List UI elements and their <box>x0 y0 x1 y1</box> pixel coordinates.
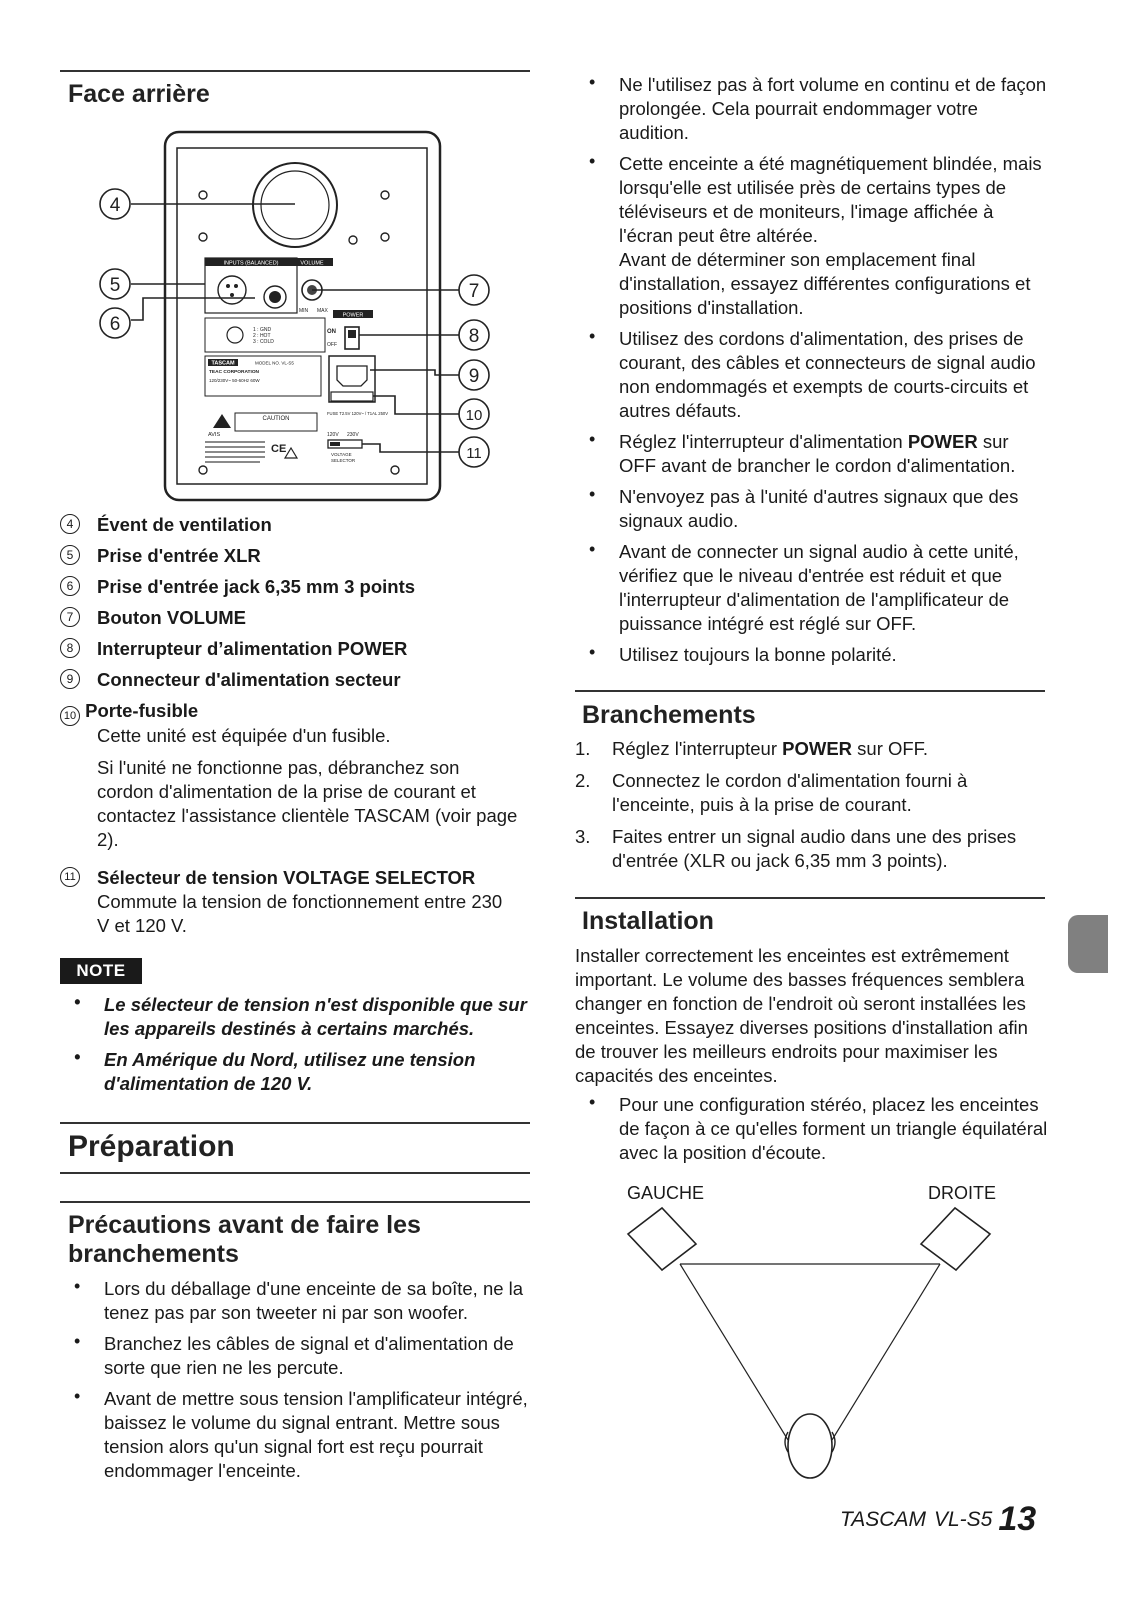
part-item <box>60 513 530 537</box>
rear-panel-heading: Face arrière <box>68 80 210 108</box>
right-speaker-icon <box>921 1208 990 1270</box>
enclosure-outline <box>165 132 440 500</box>
listener-head-icon <box>788 1414 832 1478</box>
part-number: 6 <box>60 576 80 596</box>
step-text: Réglez l'interrupteur <box>612 738 783 759</box>
voltage-selector-label-2: SELECTOR <box>331 458 356 463</box>
pin-1-label: 1 : GND <box>253 327 272 333</box>
fuse-holder-drawing <box>331 392 373 401</box>
installation-heading: Installation <box>582 907 714 935</box>
step-text: sur OFF. <box>852 738 929 759</box>
step-number: 1. <box>575 738 591 759</box>
fuse-note: FUSE T2.5V 120V~ / T1AL 250V <box>327 411 389 416</box>
part-item <box>60 866 530 938</box>
volume-max-label: MAX <box>317 308 328 314</box>
right-speaker-label: DROITE <box>928 1183 997 1203</box>
step-number: 2. <box>575 770 591 791</box>
power-label: POWER <box>342 312 364 319</box>
callout-4: 4 <box>109 195 121 216</box>
precautions-heading: Précautions avant de faire les branchements <box>68 1211 421 1268</box>
preparation-heading: Préparation <box>68 1130 235 1163</box>
warning-triangle-icon <box>213 414 231 428</box>
vent-port <box>253 163 337 247</box>
precaution-extra: Avant de déterminer son emplacement final d'installation, essayez différentes configurations et positions d'installation. <box>619 249 1031 318</box>
precaution-item: • Branchez les câbles de signal et d'alimentation de sorte que rien ne les percute. <box>60 1332 532 1380</box>
xlr-jack <box>218 276 246 304</box>
precaution-text: Avant de connecter un signal audio à cette unité, vérifiez que le niveau d'entrée est réduit et que l'interrupteur d'alimentation de l'amplificateur de puissance intégré est réglé sur OFF. <box>619 541 1019 634</box>
precaution-text: sur OFF avant de brancher le cordon d'alimentation. <box>619 431 1016 476</box>
part-description: Cette unité est équipée d'un fusible. <box>97 725 391 746</box>
precaution-item: • Lors du déballage d'une enceinte de sa boîte, ne la tenez pas par son tweeter ni par son woofer. <box>60 1277 532 1325</box>
precautions-list <box>60 1277 532 1490</box>
plate-brand: TASCAM <box>211 360 235 367</box>
footer-brand: TASCAM <box>840 1508 926 1531</box>
precaution-text: Utilisez des cordons d'alimentation, des prises de courant, des câbles et connecteurs de signal audio non endommagés et exempts de courts-circuits et autres défauts. <box>619 328 1036 421</box>
inputs-label: INPUTS (BALANCED) <box>223 260 279 267</box>
rear-panel-drawing <box>95 130 515 508</box>
step-text: Faites entrer un signal audio dans une des prises d'entrée (XLR ou jack 6,35 mm 3 points). <box>612 826 1017 871</box>
precaution-item <box>575 485 1050 533</box>
ac-inlet <box>329 356 375 402</box>
precaution-item <box>575 327 1050 423</box>
footer-model: VL-S5 <box>933 1508 993 1531</box>
part-label: Connecteur d'alimentation secteur <box>97 669 401 690</box>
stereo-triangle-diagram <box>610 1200 1030 1500</box>
part-item <box>60 544 530 568</box>
precaution-item: • Avant de mettre sous tension l'amplificateur intégré, baissez le volume du signal entrant. Mettre sous tension alors qu'un signal fort est reçu pourrait endommager l'enceinte. <box>60 1387 532 1483</box>
ce-mark-icon: CE <box>271 443 287 455</box>
step-text: Connectez le cordon d'alimentation fourni à l'enceinte, puis à la prise de courant. <box>612 770 968 815</box>
part-label: Interrupteur d’alimentation POWER <box>97 638 408 659</box>
part-number: 4 <box>60 514 80 534</box>
preparation-rule-bottom <box>60 1172 530 1174</box>
connection-step <box>575 737 1050 761</box>
plate-rating: 120/230V~ 50-60Hz 60W <box>209 378 260 383</box>
part-item <box>60 699 530 852</box>
connection-step <box>575 825 1050 873</box>
part-number: 8 <box>60 638 80 658</box>
precaution-item <box>575 152 1050 320</box>
plate-model: MODEL NO. VL-S5 <box>255 360 294 366</box>
precaution-text: Utilisez toujours la bonne polarité. <box>619 644 897 665</box>
off-label: OFF <box>327 342 337 348</box>
part-label: Prise d'entrée jack 6,35 mm 3 points <box>97 576 416 597</box>
volume-label: VOLUME <box>300 260 324 267</box>
part-item <box>60 668 530 692</box>
precautions-list-continued <box>575 73 1050 674</box>
part-description: Si l'unité ne fonctionne pas, débranchez son cordon d'alimentation de la prise de courant et contactez l'assistance clientèle TASCAM (voir page 2). <box>97 757 518 850</box>
note-list <box>60 993 530 1103</box>
preparation-rule-top <box>60 1122 530 1124</box>
power-keyword: POWER <box>782 738 853 759</box>
precaution-item <box>575 540 1050 636</box>
rear-panel-figure <box>95 130 515 513</box>
part-item <box>60 637 530 661</box>
part-label: Porte-fusible <box>85 700 199 721</box>
callout-11: 11 <box>466 445 482 462</box>
part-item <box>60 606 530 630</box>
precaution-text: Réglez l'interrupteur d'alimentation <box>619 431 908 452</box>
part-label: Bouton VOLUME <box>97 607 247 628</box>
part-label: Prise d'entrée XLR <box>97 545 261 566</box>
precaution-item <box>575 430 1050 478</box>
connections-heading: Branchements <box>582 701 756 729</box>
v120-label: 120V <box>327 432 339 438</box>
callout-10: 10 <box>465 407 483 424</box>
precaution-text: N'envoyez pas à l'unité d'autres signaux que des signaux audio. <box>619 486 1019 531</box>
pin-2-label: 2 : HOT <box>253 333 271 339</box>
precaution-item <box>575 643 1050 667</box>
part-item <box>60 575 530 599</box>
warning-icon <box>285 448 297 458</box>
part-label: Sélecteur de tension VOLTAGE SELECTOR <box>97 867 476 888</box>
installation-item: • Pour une configuration stéréo, placez les enceintes de façon à ce qu'elles forment un triangle équilatéral avec la position d'écoute. <box>575 1093 1050 1165</box>
pin-3-label: 3 : COLD <box>253 339 274 345</box>
rear-panel-rule <box>60 70 530 72</box>
part-number: 10 <box>60 706 80 726</box>
step-number: 3. <box>575 826 591 847</box>
precaution-item <box>575 73 1050 145</box>
avis-label: AVIS <box>208 432 221 438</box>
precautions-rule <box>60 1201 530 1203</box>
caution-label: CAUTION <box>262 416 290 422</box>
note-badge: NOTE <box>60 958 142 984</box>
power-keyword: POWER <box>907 431 978 452</box>
installation-paragraph: Installer correctement les enceintes est extrêmement important. Le volume des basses fréquences semblera changer en fonction de l'endroit où seront installées les enceintes. Essayez diverses positions d'installation afin de trouver les meilleurs endroits pour maximiser les capacités des enceintes. <box>575 945 1028 1086</box>
left-speaker-icon <box>628 1208 696 1270</box>
callout-9: 9 <box>468 366 480 387</box>
v230-label: 230V <box>347 432 359 438</box>
voltage-selector-label-1: VOLTAGE <box>331 452 352 457</box>
callout-8: 8 <box>468 326 480 347</box>
callout-7: 7 <box>468 281 480 302</box>
installation-list <box>575 1093 1050 1172</box>
callout-6: 6 <box>109 314 121 335</box>
part-number: 9 <box>60 669 80 689</box>
part-number: 5 <box>60 545 80 565</box>
connections-rule <box>575 690 1045 692</box>
callout-5: 5 <box>109 275 121 296</box>
precaution-text: Cette enceinte a été magnétiquement blindée, mais lorsqu'elle est utilisée près de certains types de téléviseurs et de moniteurs, l'image affichée à l'écran peut être altérée. <box>619 153 1042 246</box>
part-number: 7 <box>60 607 80 627</box>
part-label: Évent de ventilation <box>97 514 272 535</box>
note-item: • En Amérique du Nord, utilisez une tension d'alimentation de 120 V. <box>60 1048 530 1096</box>
installation-rule <box>575 897 1045 899</box>
page-number: 13 <box>998 1500 1037 1538</box>
volume-min-label: MIN <box>299 308 309 314</box>
plate-corp: TEAC CORPORATION <box>209 370 260 375</box>
page-footer <box>840 1496 1037 1538</box>
part-description: Commute la tension de fonctionnement entre 230 V et 120 V. <box>97 891 503 936</box>
left-speaker-label: GAUCHE <box>627 1183 705 1203</box>
chapter-tab <box>1068 915 1108 973</box>
part-number: 11 <box>60 867 80 887</box>
connection-step <box>575 769 1050 817</box>
note-item: • Le sélecteur de tension n'est disponible que sur les appareils destinés à certains marchés. <box>60 993 530 1041</box>
on-label: ON <box>327 329 336 335</box>
parts-list <box>60 513 530 945</box>
precaution-text: Ne l'utilisez pas à fort volume en continu et de façon prolongée. Cela pourrait endommager votre audition. <box>619 74 1047 143</box>
connections-steps <box>575 737 1050 881</box>
